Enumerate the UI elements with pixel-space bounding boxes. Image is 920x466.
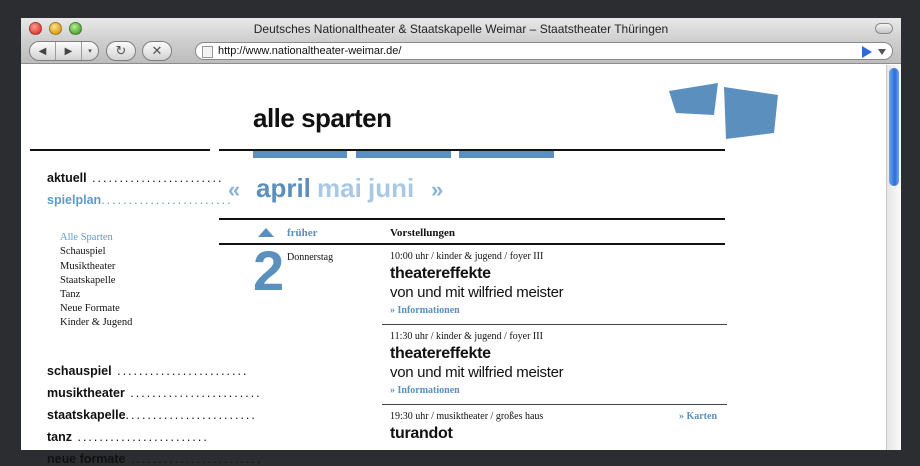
event-info-link[interactable]: » Informationen [390,385,460,396]
page-viewport [21,65,886,466]
day-name: Donnerstag [287,252,334,263]
month-option[interactable]: mai [317,173,362,203]
history-dropdown-icon[interactable]: ▾ [88,47,92,55]
event-title[interactable]: theatereffekte [390,265,491,282]
window-title: Deutsches Nationaltheater & Staatskapelle Weimar – Staatstheater Thüringen [253,22,669,36]
nav-dots: ........................ [72,430,209,444]
nav-dots: ........................ [124,386,262,400]
page-title: alle sparten [253,103,392,133]
nav-item-staatskapelle[interactable] [47,408,257,422]
subnav-kinder-jugend[interactable]: Kinder & Jugend [60,317,133,328]
nav-item-spielplan[interactable] [47,193,233,207]
subnav-neue-formate[interactable]: Neue Formate [60,303,120,314]
nav-label: spielplan [47,193,102,207]
nav-label: aktuell [47,171,87,185]
listing-top-rule [219,218,725,220]
back-arrow-icon[interactable]: ◀ [30,42,56,60]
event-entry [390,251,727,316]
browser-toolbar [21,40,901,64]
previous-month-arrow[interactable]: « [228,177,241,202]
event-title[interactable]: turandot [390,425,453,442]
event-subtitle: von und mit wilfried meister [390,284,564,301]
nav-dots: ........................ [101,193,233,207]
nav-dots: ........................ [125,452,263,466]
reload-button[interactable] [106,41,136,61]
url-text[interactable]: http://www.nationaltheater-weimar.de/ [218,45,402,57]
vertical-scrollbar[interactable] [886,65,901,450]
up-arrow-icon[interactable] [258,228,274,237]
event-meta: 19:30 uhr / musiktheater / großes haus [390,411,544,422]
nav-dots: ........................ [111,364,249,378]
category-tab-3[interactable] [459,151,554,158]
nav-item-schauspiel[interactable] [47,364,249,378]
reload-icon: ↻ [115,43,127,59]
day-number: 2 [253,239,285,302]
nav-item-neue-formate[interactable] [47,452,263,466]
forward-arrow-icon[interactable]: ▶ [56,42,82,60]
go-arrow-icon[interactable] [862,46,872,58]
subnav-tanz[interactable]: Tanz [60,289,81,300]
page-icon [202,46,213,58]
url-dropdown-icon[interactable] [878,49,886,55]
nav-label: neue formate [47,452,126,466]
nav-dots: ........................ [125,408,257,422]
subnav-staatskapelle[interactable]: Staatskapelle [60,275,116,286]
subnav-alle-sparten[interactable]: Alle Sparten [60,232,113,243]
nav-item-musiktheater[interactable] [47,386,262,400]
subnav-schauspiel[interactable]: Schauspiel [60,246,106,257]
column-header: Vorstellungen [390,227,455,239]
event-divider [382,324,727,325]
browser-window [21,18,901,466]
stop-icon: ✕ [151,43,163,59]
event-meta: 10:00 uhr / kinder & jugend / foyer III [390,251,544,262]
back-forward-control [29,41,99,61]
category-tab-2[interactable] [356,151,451,158]
category-tab-1[interactable] [253,151,347,158]
event-entry [390,331,727,396]
event-info-link[interactable]: » Informationen [390,305,460,316]
month-option[interactable]: juni [368,173,415,203]
stop-button[interactable] [142,41,172,61]
event-entry [390,411,727,443]
theater-logo [666,73,781,143]
earlier-link[interactable]: früher [287,227,318,239]
nav-label: schauspiel [47,364,112,378]
event-subtitle: von und mit wilfried meister [390,364,564,381]
nav-label: tanz [47,430,72,444]
event-divider [382,404,727,405]
toolbar-toggle-button[interactable] [875,23,893,34]
scrollbar-thumb[interactable] [889,68,899,186]
nav-label: musiktheater [47,386,125,400]
tickets-link[interactable]: » Karten [678,411,717,422]
listing-header-rule [219,243,725,245]
title-bar [21,18,901,40]
left-column-rule [30,149,210,151]
next-month-arrow[interactable]: » [431,177,444,202]
nav-label: staatskapelle [47,408,126,422]
nav-dots: ........................ [86,171,224,185]
address-bar[interactable] [195,42,893,60]
event-meta: 11:30 uhr / kinder & jugend / foyer III [390,331,543,342]
nav-item-aktuell[interactable] [47,171,224,185]
nav-item-tanz[interactable] [47,430,217,444]
event-title[interactable]: theatereffekte [390,345,491,362]
month-current[interactable]: april [256,173,311,203]
subnav-musiktheater[interactable]: Musiktheater [60,261,116,272]
